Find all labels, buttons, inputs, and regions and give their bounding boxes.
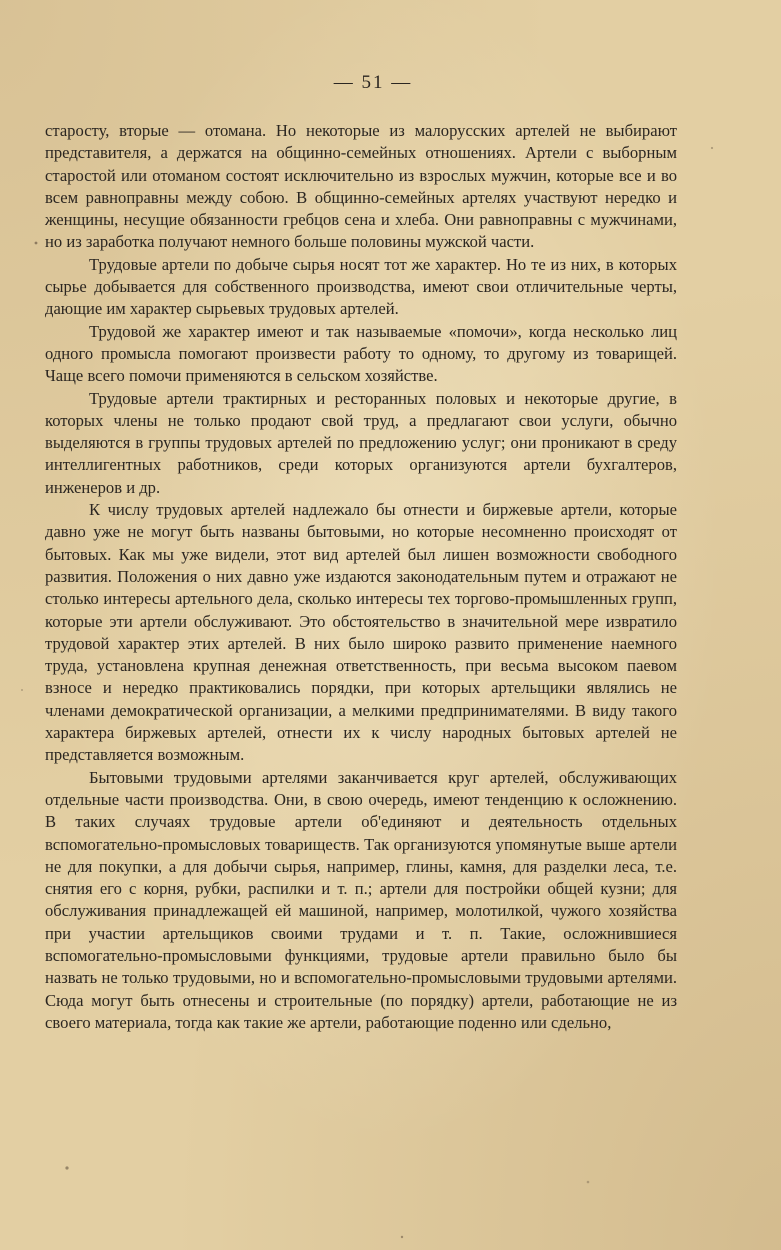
paragraph-5: К числу трудовых артелей надлежало бы отнести и биржевые артели, которые давно уже не могут быть названы бытовыми, но которые несомненно происходят от бытовых. Как мы уже видели, этот вид артелей был лишен возможности свободного развития. Положения о них давно уже издаются законодательным путем и отражают не столько интересы артельного дела, сколько интересы тех торгово-промышленных групп, которые эти артели обслуживают. Это обстоятельство в значительной мере извратило трудовой характер этих артелей. В них было широко развито применение наемного труда, установлена крупная денежная ответственность, при весьма высоком паевом взносе и нередко практиковались порядки, при которых артельщики являлись не членами демократической организации, а мелкими предпринимателями. В виду такого характера биржевых артелей, отнести их к числу народных бытовых артелей не представляется возможным. — [45, 500, 677, 765]
paragraph-3: Трудовой же характер имеют и так называемые «помочи», когда несколько лиц одного промысла помогают произвести работу то одному, то другому из товарищей. Чаще всего помочи применяются в сельском хозяйстве. — [45, 321, 677, 386]
page-number: — 51 — — [333, 72, 413, 93]
document-page — [45, 72, 677, 1034]
paragraph-6: Бытовыми трудовыми артелями заканчивается круг артелей, обслуживающих отдельные части производства. Они, в свою очередь, имеют тенденцию к осложнению. В таких случаях трудовые артели об'единяют и деятельность отдельных вспомогательно-промысловых товариществ. Так организуются упомянутые выше артели не для покупки, а для добычи сырья, например, глины, камня, для разделки леса, т.е. снятия его с корня, рубки, распилки и т. п.; артели для постройки общей кузни; для обслуживания принадлежащей ей машиной, например, молотилкой, чужого хозяйства при участии артельщиков своими трудами и т. п. Такие, осложнившиеся вспомогательно-промысловыми функциями, трудовые артели правильно было бы назвать не только трудовыми, но и вспомогательно-промысловыми трудовыми артелями. Сюда могут быть отнесены и строительные (по порядку) артели, работающие не из своего материала, тогда как такие же артели, работающие поденно или сдельно, — [45, 767, 677, 1032]
paragraph-1: старосту, вторые — отомана. Но некоторые из малорусских артелей не выбирают представителя, а держатся на общинно-семейных отношениях. Артели с выборным старостой или отоманом состоят исключительно из взрослых мужчин, которые все и во всем равноправны между собою. В общинно-семейных артелях участвуют нередко и женщины, несущие обязанности гребцов сена и хлеба. Они равноправны с мужчинами, но из заработка получают немного больше половины мужской части. — [45, 121, 677, 252]
body-text — [45, 120, 677, 1034]
paragraph-2: Трудовые артели по добыче сырья носят тот же характер. Но те из них, в которых сырье добывается для собственного производства, имеют свои отличительные черты, дающие им характер сырьевых трудовых артелей. — [45, 254, 677, 319]
paragraph-4: Трудовые артели трактирных и ресторанных половых и некоторые другие, в которых члены не только продают свой труд, а предлагают свои услуги, обычно выделяются в группы трудовых артелей по предложению услуг; они проникают в среду интеллигентных работников, среди которых организуются артели бухгалтеров, инженеров и др. — [45, 388, 677, 497]
